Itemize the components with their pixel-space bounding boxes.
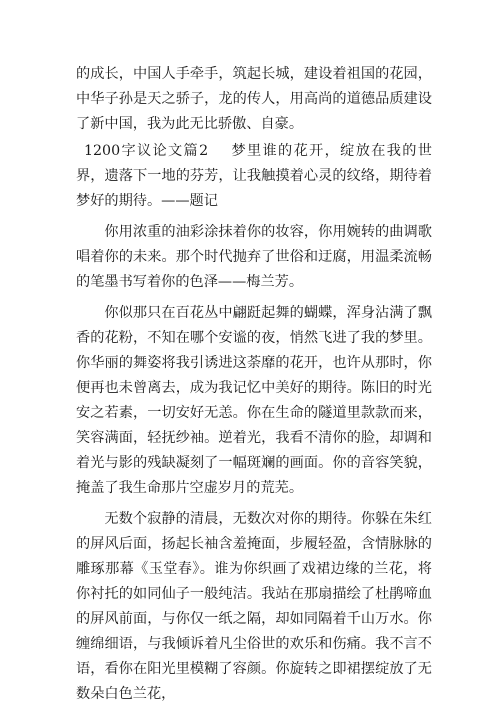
paragraph-butterfly: 你似那只在百花丛中翩跹起舞的蝴蝶，浑身沾满了飘香的花粉，不知在哪个安谧的夜，悄然飞进了我的梦里。你华丽的舞姿将我引诱进这荼靡的花开，也许从那时，你便再也未曾离去，成为我记忆中美好的期待。陈旧的时光安之若素，一切安好无恙。你在生命的隧道里款款而来，笑容满面，轻抚纱袖。逆着光，我看不清你的脸，却调和着光与影的残缺凝刻了一幅斑斓的画面。你的音容笑貌，掩盖了我生命那片空虚岁月的荒芜。 xyxy=(76,305,432,496)
paragraph-continuation: 的成长，中国人手牵手，筑起长城，建设着祖国的花园，中华子孙是天之骄子，龙的传人，用高尚的道德品质建设了新中国，我为此无比骄傲、自豪。 xyxy=(76,66,432,132)
section-heading: 1200字议论文篇2 xyxy=(84,143,209,159)
paragraph-meilanfang-intro: 你用浓重的油彩涂抹着你的妆容，你用婉转的曲调歌唱着你的未来。那个时代抛弃了世俗和迂腐，用温柔流畅的笔墨书写着你的色泽——梅兰芳。 xyxy=(76,224,432,290)
section-heading-paragraph xyxy=(76,139,432,214)
paragraph-morning: 无数个寂静的清晨，无数次对你的期待。你躲在朱红的屏风后面，扬起长袖含羞掩面，步履轻盈，含情脉脉的雕琢那幕《玉堂春》。谁为你织画了戏裙边缘的兰花，将你衬托的如同仙子一般纯洁。我站在那扇描绘了杜鹃啼血的屏风前面，与你仅一纸之隔，却如同隔着千山万水。你缠绵细语，与我倾诉着凡尘俗世的欢乐和伤痛。我不言不语，看你在阳光里模糊了容颜。你旋转之即裙摆绽放了无数朵白色兰花， xyxy=(76,511,432,702)
document-page xyxy=(76,62,432,707)
epigraph-text: 梦里谁的花开，绽放在我的世界，遗落下一地的芬芳，让我触摸着心灵的纹络，期待着梦好的期待。——题记 xyxy=(76,143,432,209)
